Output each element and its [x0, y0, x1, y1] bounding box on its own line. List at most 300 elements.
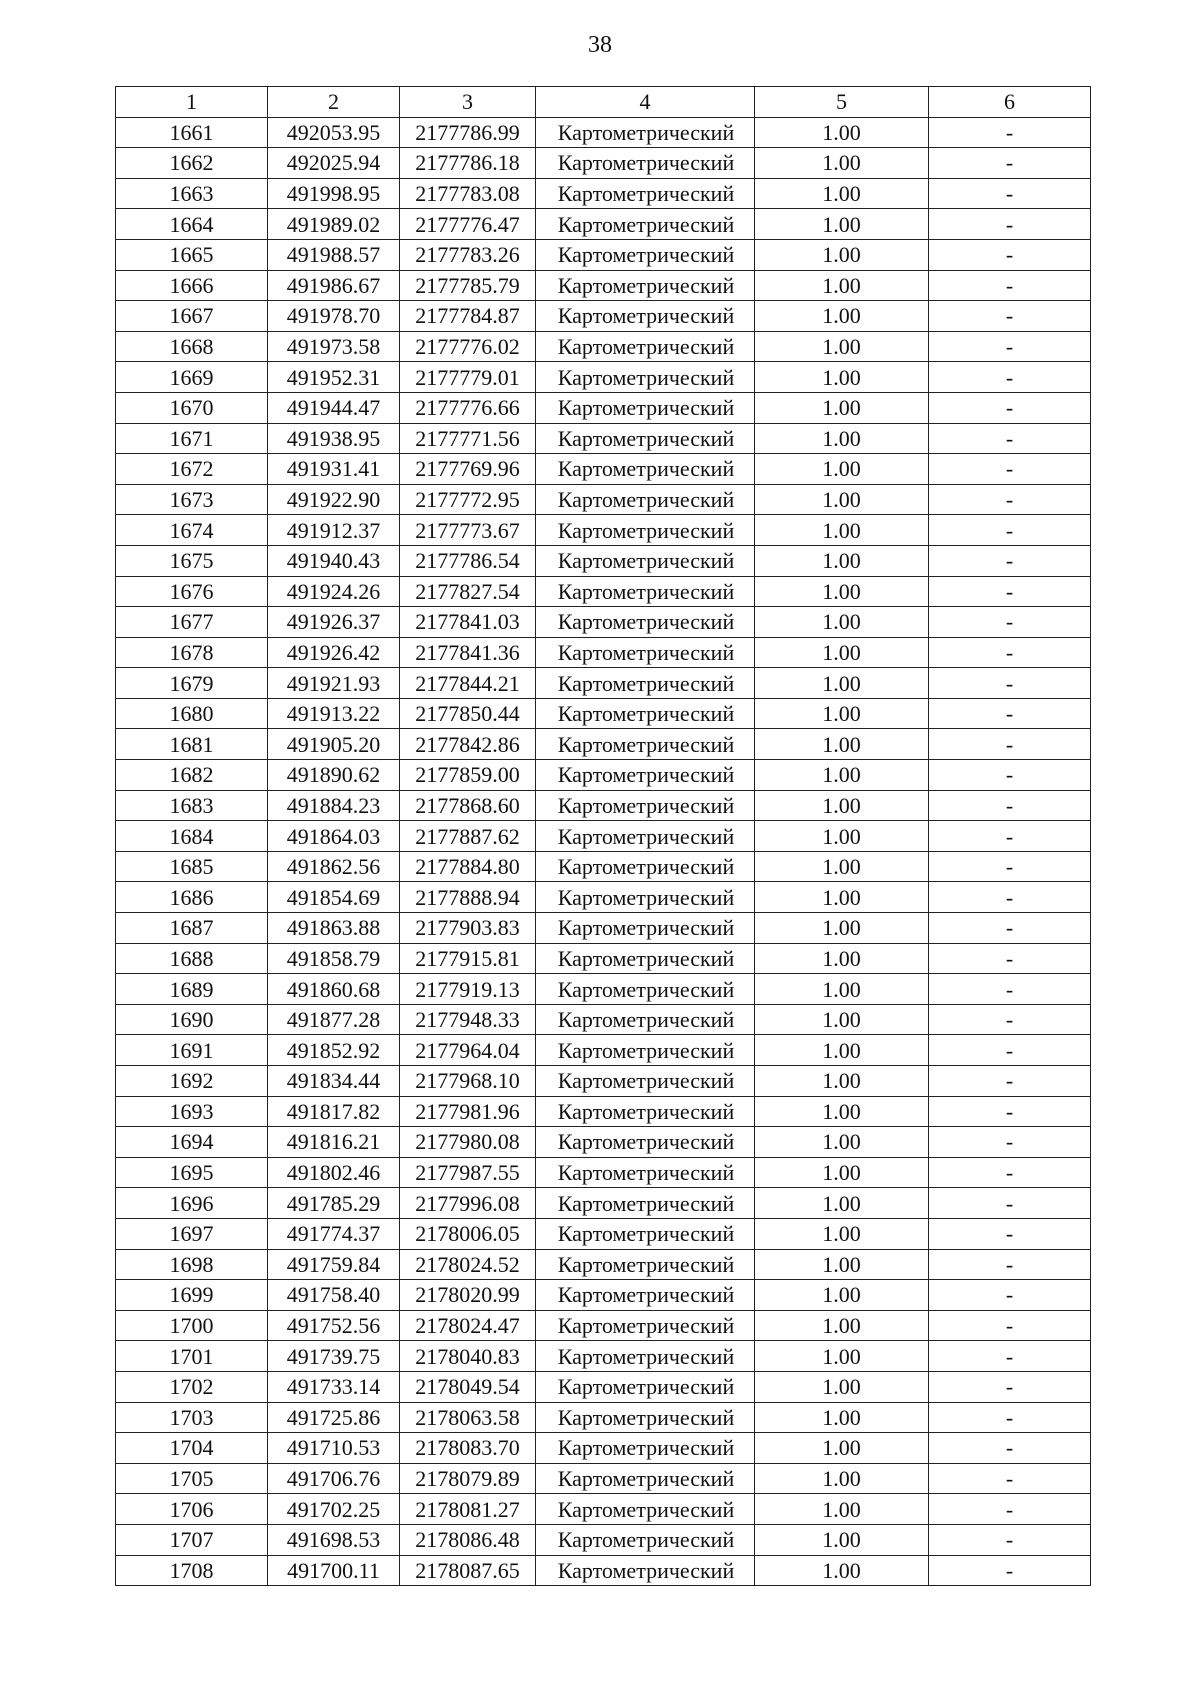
cell-note: - [929, 943, 1091, 974]
table-row [116, 1524, 1091, 1555]
cell-accuracy: 1.00 [755, 239, 929, 270]
cell-y-coordinate: 2178024.47 [400, 1310, 536, 1341]
cell-y-coordinate: 2177903.83 [400, 913, 536, 944]
cell-method: Картометрический [536, 1494, 755, 1525]
cell-accuracy: 1.00 [755, 301, 929, 332]
cell-x-coordinate: 491877.28 [268, 1004, 400, 1035]
table-row [116, 1066, 1091, 1097]
cell-y-coordinate: 2177786.54 [400, 545, 536, 576]
cell-method: Картометрический [536, 423, 755, 454]
table-row [116, 1310, 1091, 1341]
cell-method: Картометрический [536, 913, 755, 944]
cell-note: - [929, 637, 1091, 668]
table-row [116, 1035, 1091, 1066]
table-row [116, 1463, 1091, 1494]
cell-point-number: 1674 [116, 515, 268, 546]
cell-point-number: 1670 [116, 392, 268, 423]
cell-note: - [929, 148, 1091, 179]
cell-y-coordinate: 2177968.10 [400, 1066, 536, 1097]
table-row [116, 576, 1091, 607]
cell-point-number: 1697 [116, 1218, 268, 1249]
table-row [116, 607, 1091, 638]
cell-y-coordinate: 2178063.58 [400, 1402, 536, 1433]
table-row [116, 392, 1091, 423]
table-row [116, 178, 1091, 209]
cell-x-coordinate: 491858.79 [268, 943, 400, 974]
cell-method: Картометрический [536, 1371, 755, 1402]
cell-y-coordinate: 2178079.89 [400, 1463, 536, 1494]
table-row [116, 209, 1091, 240]
cell-note: - [929, 1096, 1091, 1127]
cell-method: Картометрический [536, 576, 755, 607]
cell-y-coordinate: 2178006.05 [400, 1218, 536, 1249]
cell-note: - [929, 454, 1091, 485]
cell-note: - [929, 178, 1091, 209]
table-row [116, 1096, 1091, 1127]
cell-accuracy: 1.00 [755, 1433, 929, 1464]
table-row [116, 851, 1091, 882]
cell-y-coordinate: 2177859.00 [400, 760, 536, 791]
cell-note: - [929, 790, 1091, 821]
cell-point-number: 1665 [116, 239, 268, 270]
header-col-2: 2 [268, 87, 400, 118]
cell-note: - [929, 1066, 1091, 1097]
cell-note: - [929, 362, 1091, 393]
cell-x-coordinate: 491931.41 [268, 454, 400, 485]
cell-x-coordinate: 491854.69 [268, 882, 400, 913]
cell-method: Картометрический [536, 454, 755, 485]
cell-y-coordinate: 2177842.86 [400, 729, 536, 760]
cell-y-coordinate: 2178024.52 [400, 1249, 536, 1280]
cell-note: - [929, 331, 1091, 362]
cell-point-number: 1687 [116, 913, 268, 944]
cell-x-coordinate: 491774.37 [268, 1218, 400, 1249]
cell-x-coordinate: 491702.25 [268, 1494, 400, 1525]
cell-point-number: 1688 [116, 943, 268, 974]
cell-method: Картометрический [536, 943, 755, 974]
cell-accuracy: 1.00 [755, 851, 929, 882]
cell-y-coordinate: 2177784.87 [400, 301, 536, 332]
cell-method: Картометрический [536, 1157, 755, 1188]
header-col-5: 5 [755, 87, 929, 118]
table-row [116, 913, 1091, 944]
cell-point-number: 1694 [116, 1127, 268, 1158]
cell-accuracy: 1.00 [755, 1004, 929, 1035]
cell-point-number: 1706 [116, 1494, 268, 1525]
cell-method: Картометрический [536, 1218, 755, 1249]
table-row [116, 1218, 1091, 1249]
cell-y-coordinate: 2177915.81 [400, 943, 536, 974]
cell-method: Картометрический [536, 545, 755, 576]
cell-method: Картометрический [536, 637, 755, 668]
table-row [116, 1433, 1091, 1464]
cell-point-number: 1677 [116, 607, 268, 638]
cell-x-coordinate: 491725.86 [268, 1402, 400, 1433]
cell-accuracy: 1.00 [755, 1280, 929, 1311]
cell-x-coordinate: 491884.23 [268, 790, 400, 821]
cell-y-coordinate: 2177771.56 [400, 423, 536, 454]
cell-y-coordinate: 2177981.96 [400, 1096, 536, 1127]
cell-method: Картометрический [536, 117, 755, 148]
cell-note: - [929, 484, 1091, 515]
table-row [116, 668, 1091, 699]
cell-method: Картометрический [536, 1555, 755, 1586]
cell-x-coordinate: 491864.03 [268, 821, 400, 852]
cell-x-coordinate: 491752.56 [268, 1310, 400, 1341]
cell-note: - [929, 913, 1091, 944]
cell-point-number: 1661 [116, 117, 268, 148]
cell-y-coordinate: 2177772.95 [400, 484, 536, 515]
cell-point-number: 1684 [116, 821, 268, 852]
cell-y-coordinate: 2177850.44 [400, 698, 536, 729]
table-row [116, 1341, 1091, 1372]
cell-point-number: 1698 [116, 1249, 268, 1280]
cell-y-coordinate: 2178040.83 [400, 1341, 536, 1372]
cell-x-coordinate: 491817.82 [268, 1096, 400, 1127]
cell-point-number: 1701 [116, 1341, 268, 1372]
cell-accuracy: 1.00 [755, 515, 929, 546]
cell-y-coordinate: 2177786.18 [400, 148, 536, 179]
cell-y-coordinate: 2177773.67 [400, 515, 536, 546]
table-row [116, 239, 1091, 270]
cell-accuracy: 1.00 [755, 270, 929, 301]
cell-point-number: 1662 [116, 148, 268, 179]
cell-note: - [929, 1035, 1091, 1066]
cell-accuracy: 1.00 [755, 1494, 929, 1525]
table-row [116, 1157, 1091, 1188]
cell-x-coordinate: 491739.75 [268, 1341, 400, 1372]
cell-x-coordinate: 491998.95 [268, 178, 400, 209]
cell-y-coordinate: 2177783.08 [400, 178, 536, 209]
cell-x-coordinate: 491926.42 [268, 637, 400, 668]
cell-note: - [929, 301, 1091, 332]
cell-method: Картометрический [536, 790, 755, 821]
cell-method: Картометрический [536, 1066, 755, 1097]
cell-point-number: 1708 [116, 1555, 268, 1586]
cell-accuracy: 1.00 [755, 790, 929, 821]
cell-method: Картометрический [536, 331, 755, 362]
cell-x-coordinate: 491921.93 [268, 668, 400, 699]
table-row [116, 790, 1091, 821]
cell-note: - [929, 1555, 1091, 1586]
cell-x-coordinate: 491785.29 [268, 1188, 400, 1219]
cell-y-coordinate: 2177786.99 [400, 117, 536, 148]
cell-method: Картометрический [536, 607, 755, 638]
table-header [116, 87, 1091, 118]
table-row [116, 1188, 1091, 1219]
cell-point-number: 1664 [116, 209, 268, 240]
cell-method: Картометрический [536, 1310, 755, 1341]
cell-x-coordinate: 491852.92 [268, 1035, 400, 1066]
cell-x-coordinate: 491978.70 [268, 301, 400, 332]
cell-x-coordinate: 491834.44 [268, 1066, 400, 1097]
table-row [116, 729, 1091, 760]
cell-accuracy: 1.00 [755, 637, 929, 668]
table-row [116, 821, 1091, 852]
cell-x-coordinate: 491700.11 [268, 1555, 400, 1586]
cell-point-number: 1700 [116, 1310, 268, 1341]
cell-accuracy: 1.00 [755, 1402, 929, 1433]
cell-point-number: 1678 [116, 637, 268, 668]
cell-note: - [929, 1157, 1091, 1188]
cell-note: - [929, 576, 1091, 607]
cell-method: Картометрический [536, 760, 755, 791]
cell-x-coordinate: 491860.68 [268, 974, 400, 1005]
cell-x-coordinate: 491989.02 [268, 209, 400, 240]
cell-accuracy: 1.00 [755, 178, 929, 209]
cell-y-coordinate: 2177919.13 [400, 974, 536, 1005]
cell-x-coordinate: 492025.94 [268, 148, 400, 179]
cell-method: Картометрический [536, 882, 755, 913]
cell-point-number: 1686 [116, 882, 268, 913]
cell-x-coordinate: 491816.21 [268, 1127, 400, 1158]
cell-point-number: 1676 [116, 576, 268, 607]
cell-accuracy: 1.00 [755, 882, 929, 913]
cell-x-coordinate: 491973.58 [268, 331, 400, 362]
cell-y-coordinate: 2177964.04 [400, 1035, 536, 1066]
cell-y-coordinate: 2178020.99 [400, 1280, 536, 1311]
cell-point-number: 1681 [116, 729, 268, 760]
cell-y-coordinate: 2178083.70 [400, 1433, 536, 1464]
cell-method: Картометрический [536, 515, 755, 546]
cell-y-coordinate: 2177887.62 [400, 821, 536, 852]
cell-point-number: 1679 [116, 668, 268, 699]
cell-x-coordinate: 491912.37 [268, 515, 400, 546]
cell-x-coordinate: 491698.53 [268, 1524, 400, 1555]
header-col-6: 6 [929, 87, 1091, 118]
cell-y-coordinate: 2178049.54 [400, 1371, 536, 1402]
table-row [116, 1494, 1091, 1525]
cell-x-coordinate: 491922.90 [268, 484, 400, 515]
table-row [116, 637, 1091, 668]
cell-x-coordinate: 491986.67 [268, 270, 400, 301]
cell-accuracy: 1.00 [755, 1463, 929, 1494]
table-row [116, 117, 1091, 148]
cell-y-coordinate: 2178087.65 [400, 1555, 536, 1586]
cell-method: Картометрический [536, 698, 755, 729]
table-row [116, 545, 1091, 576]
cell-point-number: 1696 [116, 1188, 268, 1219]
table-row [116, 1402, 1091, 1433]
cell-y-coordinate: 2177841.36 [400, 637, 536, 668]
cell-accuracy: 1.00 [755, 1371, 929, 1402]
cell-accuracy: 1.00 [755, 454, 929, 485]
table-row [116, 1280, 1091, 1311]
cell-method: Картометрический [536, 1249, 755, 1280]
cell-accuracy: 1.00 [755, 668, 929, 699]
cell-accuracy: 1.00 [755, 698, 929, 729]
cell-x-coordinate: 491710.53 [268, 1433, 400, 1464]
cell-point-number: 1675 [116, 545, 268, 576]
header-col-4: 4 [536, 87, 755, 118]
table-row [116, 270, 1091, 301]
cell-accuracy: 1.00 [755, 423, 929, 454]
table-row [116, 515, 1091, 546]
cell-note: - [929, 1402, 1091, 1433]
cell-note: - [929, 545, 1091, 576]
cell-point-number: 1707 [116, 1524, 268, 1555]
cell-method: Картометрический [536, 821, 755, 852]
cell-note: - [929, 760, 1091, 791]
table-row [116, 484, 1091, 515]
cell-method: Картометрический [536, 851, 755, 882]
cell-note: - [929, 1280, 1091, 1311]
cell-accuracy: 1.00 [755, 576, 929, 607]
cell-accuracy: 1.00 [755, 1096, 929, 1127]
cell-x-coordinate: 491890.62 [268, 760, 400, 791]
cell-x-coordinate: 491926.37 [268, 607, 400, 638]
cell-x-coordinate: 491905.20 [268, 729, 400, 760]
cell-note: - [929, 1463, 1091, 1494]
cell-point-number: 1692 [116, 1066, 268, 1097]
cell-x-coordinate: 491988.57 [268, 239, 400, 270]
cell-y-coordinate: 2177783.26 [400, 239, 536, 270]
cell-x-coordinate: 491733.14 [268, 1371, 400, 1402]
cell-method: Картометрический [536, 1433, 755, 1464]
cell-method: Картометрический [536, 974, 755, 1005]
table-row [116, 1555, 1091, 1586]
table-row [116, 974, 1091, 1005]
table-row [116, 423, 1091, 454]
cell-note: - [929, 882, 1091, 913]
cell-note: - [929, 117, 1091, 148]
cell-method: Картометрический [536, 209, 755, 240]
cell-note: - [929, 209, 1091, 240]
cell-point-number: 1667 [116, 301, 268, 332]
cell-method: Картометрический [536, 301, 755, 332]
table-row [116, 454, 1091, 485]
table-row [116, 331, 1091, 362]
cell-x-coordinate: 491938.95 [268, 423, 400, 454]
cell-note: - [929, 698, 1091, 729]
cell-point-number: 1703 [116, 1402, 268, 1433]
cell-accuracy: 1.00 [755, 545, 929, 576]
cell-note: - [929, 1494, 1091, 1525]
table-row [116, 760, 1091, 791]
cell-method: Картометрический [536, 1402, 755, 1433]
cell-note: - [929, 1341, 1091, 1372]
cell-accuracy: 1.00 [755, 1066, 929, 1097]
cell-x-coordinate: 491706.76 [268, 1463, 400, 1494]
cell-note: - [929, 1371, 1091, 1402]
cell-y-coordinate: 2177868.60 [400, 790, 536, 821]
cell-point-number: 1699 [116, 1280, 268, 1311]
cell-point-number: 1689 [116, 974, 268, 1005]
cell-accuracy: 1.00 [755, 1188, 929, 1219]
cell-point-number: 1705 [116, 1463, 268, 1494]
table-row [116, 1004, 1091, 1035]
cell-accuracy: 1.00 [755, 362, 929, 393]
cell-note: - [929, 392, 1091, 423]
cell-accuracy: 1.00 [755, 607, 929, 638]
cell-point-number: 1685 [116, 851, 268, 882]
header-col-3: 3 [400, 87, 536, 118]
cell-point-number: 1673 [116, 484, 268, 515]
cell-accuracy: 1.00 [755, 943, 929, 974]
cell-y-coordinate: 2177779.01 [400, 362, 536, 393]
cell-accuracy: 1.00 [755, 974, 929, 1005]
cell-point-number: 1704 [116, 1433, 268, 1464]
cell-note: - [929, 1433, 1091, 1464]
cell-note: - [929, 515, 1091, 546]
cell-method: Картометрический [536, 178, 755, 209]
table-row [116, 1249, 1091, 1280]
cell-accuracy: 1.00 [755, 1127, 929, 1158]
cell-note: - [929, 851, 1091, 882]
cell-accuracy: 1.00 [755, 760, 929, 791]
cell-note: - [929, 668, 1091, 699]
table-row [116, 1127, 1091, 1158]
cell-point-number: 1690 [116, 1004, 268, 1035]
cell-accuracy: 1.00 [755, 331, 929, 362]
cell-y-coordinate: 2177776.66 [400, 392, 536, 423]
cell-x-coordinate: 491952.31 [268, 362, 400, 393]
cell-method: Картометрический [536, 362, 755, 393]
cell-note: - [929, 270, 1091, 301]
cell-y-coordinate: 2177987.55 [400, 1157, 536, 1188]
cell-point-number: 1663 [116, 178, 268, 209]
cell-y-coordinate: 2177776.47 [400, 209, 536, 240]
cell-note: - [929, 1524, 1091, 1555]
cell-y-coordinate: 2178081.27 [400, 1494, 536, 1525]
cell-y-coordinate: 2177827.54 [400, 576, 536, 607]
cell-point-number: 1668 [116, 331, 268, 362]
cell-method: Картометрический [536, 392, 755, 423]
cell-y-coordinate: 2177884.80 [400, 851, 536, 882]
cell-point-number: 1693 [116, 1096, 268, 1127]
cell-y-coordinate: 2177776.02 [400, 331, 536, 362]
cell-y-coordinate: 2177844.21 [400, 668, 536, 699]
cell-note: - [929, 239, 1091, 270]
cell-method: Картометрический [536, 1524, 755, 1555]
table-row [116, 301, 1091, 332]
cell-method: Картометрический [536, 1280, 755, 1311]
cell-accuracy: 1.00 [755, 729, 929, 760]
table-row [116, 148, 1091, 179]
cell-accuracy: 1.00 [755, 1157, 929, 1188]
cell-method: Картометрический [536, 270, 755, 301]
cell-method: Картометрический [536, 668, 755, 699]
cell-point-number: 1671 [116, 423, 268, 454]
cell-method: Картометрический [536, 1127, 755, 1158]
cell-point-number: 1666 [116, 270, 268, 301]
cell-method: Картометрический [536, 1096, 755, 1127]
cell-note: - [929, 423, 1091, 454]
cell-point-number: 1683 [116, 790, 268, 821]
cell-method: Картометрический [536, 1035, 755, 1066]
cell-y-coordinate: 2177769.96 [400, 454, 536, 485]
cell-accuracy: 1.00 [755, 1218, 929, 1249]
cell-note: - [929, 1310, 1091, 1341]
table-row [116, 362, 1091, 393]
cell-accuracy: 1.00 [755, 209, 929, 240]
cell-y-coordinate: 2178086.48 [400, 1524, 536, 1555]
cell-method: Картометрический [536, 1463, 755, 1494]
cell-point-number: 1702 [116, 1371, 268, 1402]
cell-y-coordinate: 2177785.79 [400, 270, 536, 301]
cell-y-coordinate: 2177996.08 [400, 1188, 536, 1219]
cell-x-coordinate: 491759.84 [268, 1249, 400, 1280]
page-number: 38 [588, 32, 612, 58]
cell-accuracy: 1.00 [755, 821, 929, 852]
cell-point-number: 1680 [116, 698, 268, 729]
cell-x-coordinate: 491802.46 [268, 1157, 400, 1188]
cell-x-coordinate: 491940.43 [268, 545, 400, 576]
cell-note: - [929, 974, 1091, 1005]
cell-x-coordinate: 491944.47 [268, 392, 400, 423]
cell-method: Картометрический [536, 1341, 755, 1372]
table-row [116, 882, 1091, 913]
